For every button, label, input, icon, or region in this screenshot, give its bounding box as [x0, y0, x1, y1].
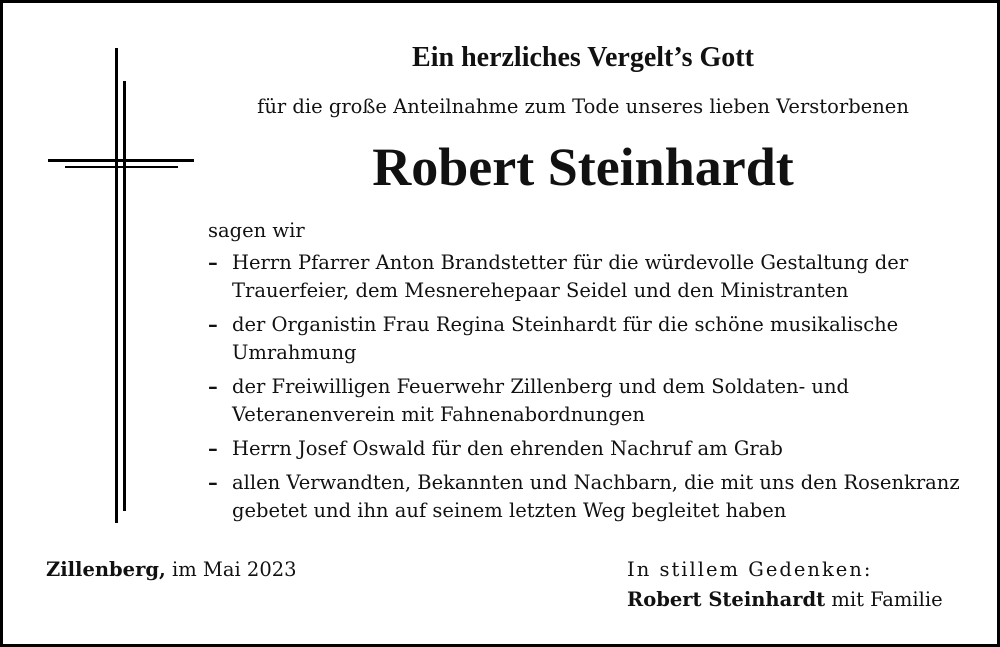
thanks-item-text: Herrn Pfarrer Anton Brandstetter für die würdevolle Gestaltung der Trauerfeier, dem Mesnerehepaar Seidel und den Ministranten: [232, 251, 909, 302]
intro-text: sagen wir: [208, 219, 305, 242]
thanks-item-text: allen Verwandten, Bekannten und Nachbarn, die mit uns den Rosenkranz gebetet und ihn auf seinem letzten Weg begleitet haben: [232, 471, 960, 522]
thanks-item: [208, 249, 988, 305]
thanks-item-text: der Freiwilligen Feuerwehr Zillenberg und dem Soldaten- und Veteranenverein mit Fahnenabordnungen: [232, 375, 849, 426]
cross-vertical-bar-left: [115, 48, 118, 523]
cross-vertical-bar-right: [123, 81, 126, 511]
date-text: im Mai 2023: [165, 558, 297, 581]
thanks-item: [208, 435, 988, 463]
notice-subheading: für die große Anteilnahme zum Tode unseres lieben Verstorbenen: [257, 95, 909, 118]
thanks-item-text: Herrn Josef Oswald für den ehrenden Nachruf am Grab: [232, 437, 783, 460]
signer-line: [627, 586, 987, 614]
closing-label: In stillem Gedenken:: [627, 558, 873, 581]
dash-bullet: –: [208, 251, 218, 274]
thanks-item: [208, 311, 988, 367]
place-and-date: [46, 556, 297, 584]
signer-suffix: mit Familie: [825, 588, 943, 611]
dash-bullet: –: [208, 375, 218, 398]
thanks-list: [208, 249, 988, 531]
thanks-item: [208, 373, 988, 429]
place-name: Zillenberg,: [46, 558, 166, 581]
cross-horizontal-bar-top: [48, 159, 194, 162]
dash-bullet: –: [208, 471, 218, 494]
cross-icon: [3, 3, 203, 533]
notice-heading: Ein herzliches Vergelt’s Gott: [412, 42, 754, 73]
closing-signature: [627, 556, 987, 614]
deceased-name: Robert Steinhardt: [372, 137, 794, 197]
dash-bullet: –: [208, 437, 218, 460]
dash-bullet: –: [208, 313, 218, 336]
cross-horizontal-bar-bottom: [65, 166, 178, 168]
thanks-item: [208, 469, 988, 525]
signer-name: Robert Steinhardt: [627, 588, 826, 611]
thanks-item-text: der Organistin Frau Regina Steinhardt für die schöne musikalische Umrahmung: [232, 313, 899, 364]
